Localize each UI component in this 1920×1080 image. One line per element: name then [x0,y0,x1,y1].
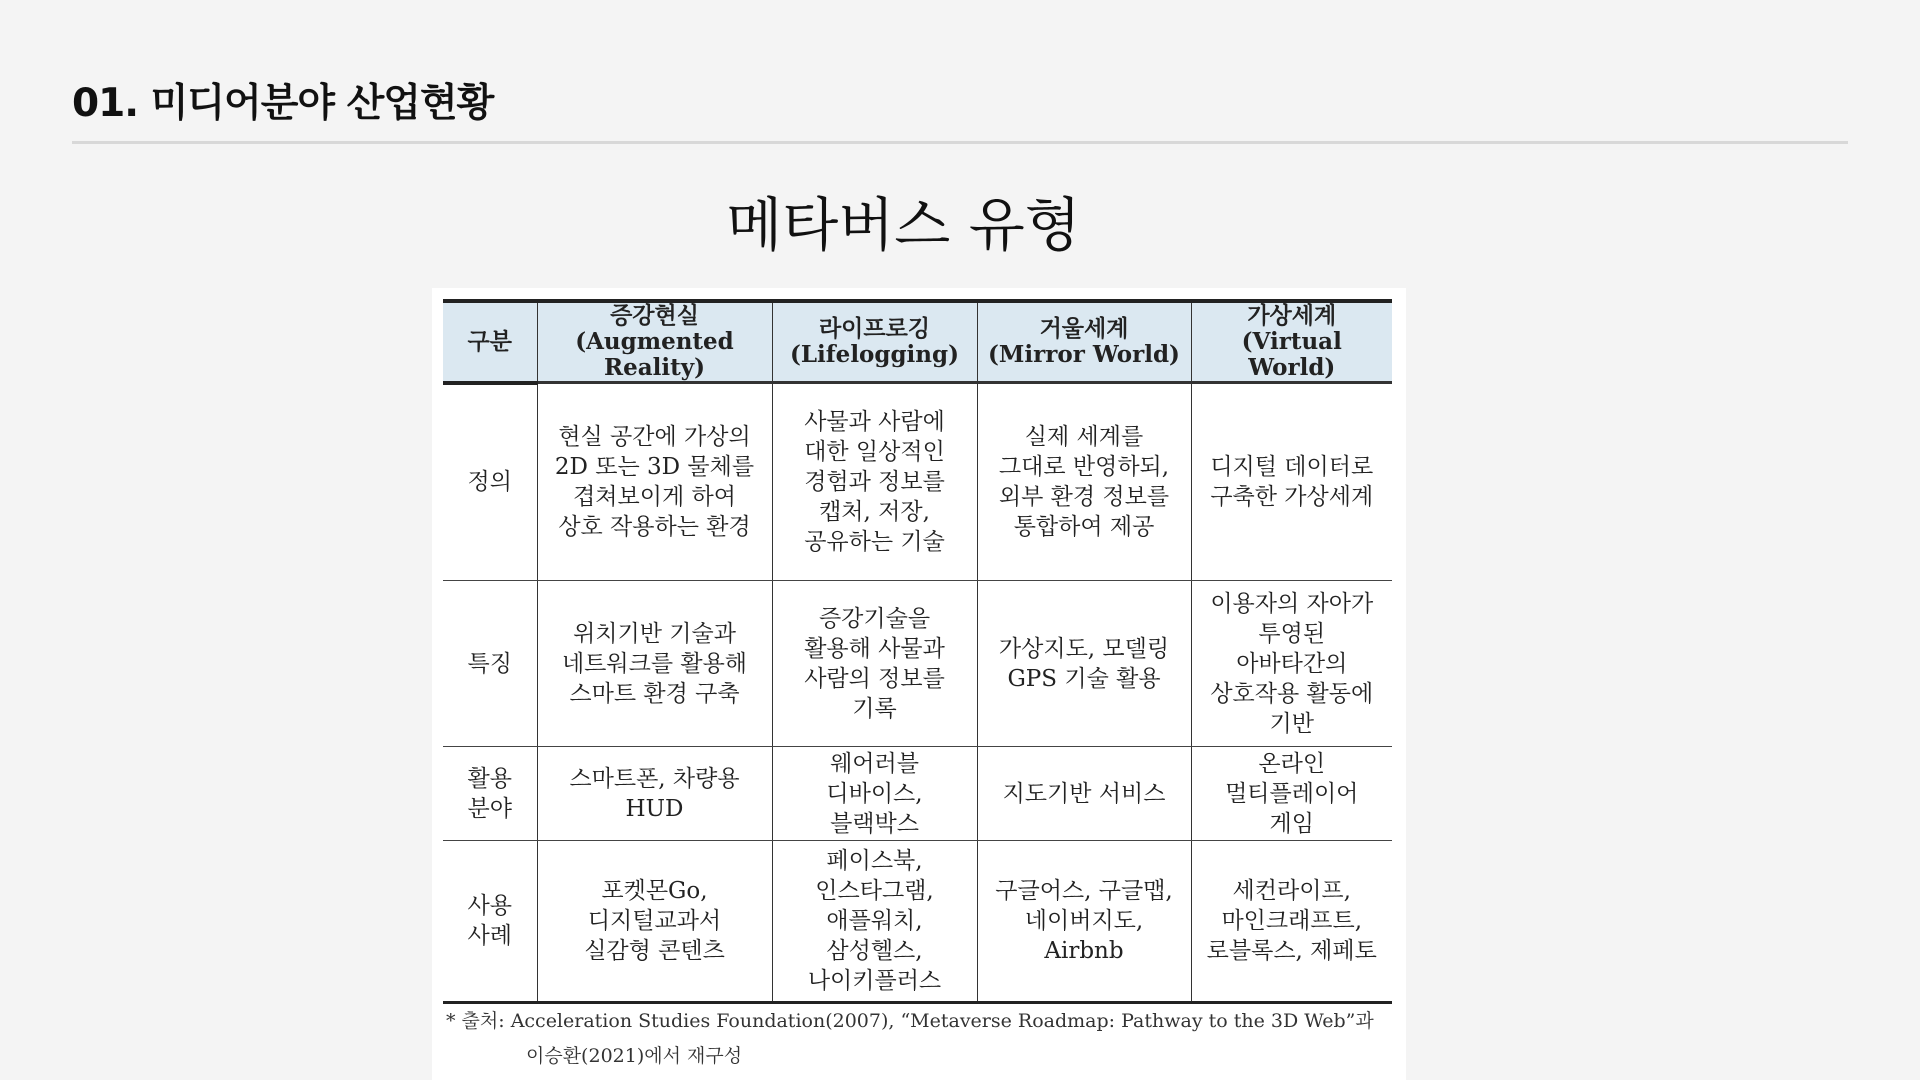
table-cell: 증강기술을 활용해 사물과 사람의 정보를 기록 [772,581,977,747]
table-row [443,841,1392,1003]
table-cell: 지도기반 서비스 [977,747,1191,841]
table-cell: 디지털 데이터로 구축한 가상세계 [1191,383,1392,581]
table-row [443,581,1392,747]
table-row [443,747,1392,841]
section-title: 01. 미디어분야 산업현황 [72,81,494,126]
table-cell: 구글어스, 구글맵, 네이버지도, Airbnb [977,841,1191,1003]
header-divider [72,141,1848,144]
table-cell: 현실 공간에 가상의 2D 또는 3D 물체를 겹쳐보이게 하여 상호 작용하는 환경 [537,383,772,581]
table-cell: 이용자의 자아가 투영된 아바타간의 상호작용 활동에 기반 [1191,581,1392,747]
row-header: 활용 분야 [443,747,537,841]
metaverse-types-figure [432,288,1406,1080]
table-cell: 사물과 사람에 대한 일상적인 경험과 정보를 캡처, 저장, 공유하는 기술 [772,383,977,581]
table-cell: 세컨라이프, 마인크래프트, 로블록스, 제페토 [1191,841,1392,1003]
table-row [443,383,1392,581]
table-cell: 웨어러블 디바이스, 블랙박스 [772,747,977,841]
column-header: 증강현실 (Augmented Reality) [537,301,772,383]
table-cell: 실제 세계를 그대로 반영하되, 외부 환경 정보를 통합하여 제공 [977,383,1191,581]
table-cell: 페이스북, 인스타그램, 애플워치, 삼성헬스, 나이키플러스 [772,841,977,1003]
table-cell: 위치기반 기술과 네트워크를 활용해 스마트 환경 구축 [537,581,772,747]
column-header: 라이프로깅 (Lifelogging) [772,301,977,383]
table-cell: 스마트폰, 차량용 HUD [537,747,772,841]
column-header: 구분 [443,301,537,383]
source-note-line: 이승환(2021)에서 재구성 [526,1045,743,1067]
row-header: 사용 사례 [443,841,537,1003]
row-header: 특징 [443,581,537,747]
table-cell: 온라인 멀티플레이어 게임 [1191,747,1392,841]
source-note-line: * 출처: Acceleration Studies Foundation(2007), “Metaverse Roadmap: Pathway to the 3D Web”과 [446,1010,1374,1032]
column-header: 거울세계 (Mirror World) [977,301,1191,383]
column-header: 가상세계 (Virtual World) [1191,301,1392,383]
row-header: 정의 [443,383,537,581]
table-cell: 가상지도, 모델링 GPS 기술 활용 [977,581,1191,747]
slide-title: 메타버스 유형 [726,191,1081,259]
metaverse-types-table [443,299,1392,1004]
table-cell: 포켓몬Go, 디지털교과서 실감형 콘텐츠 [537,841,772,1003]
table-source-note [446,1004,1396,1074]
table-header-row [443,301,1392,383]
